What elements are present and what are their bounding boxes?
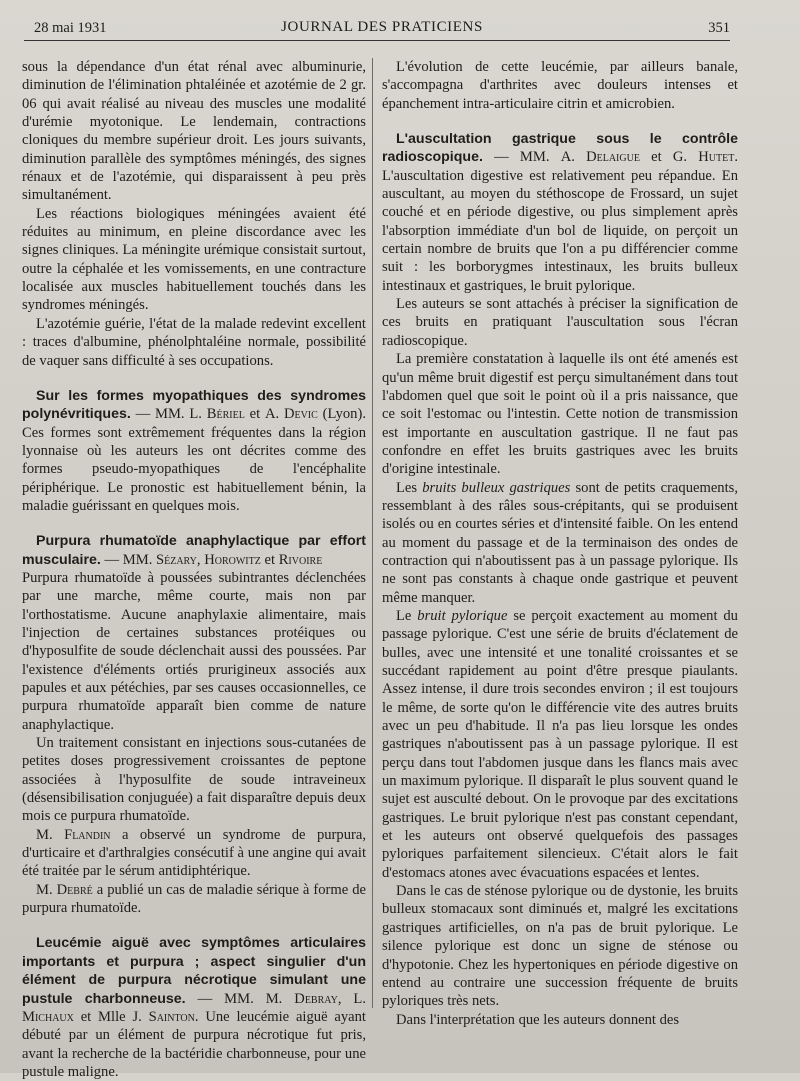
paragraph: Les réactions biologiques méningées avaient été réduites au minimum, en pleine discordance avec les signes cliniques. La méningite urémique consistait surtout, outre la céphalée et les vomissements, en une contracture localisée aux muscles habituellement touchés dans les syndromes méningés. xyxy=(22,205,366,314)
paragraph: La première constatation à laquelle ils ont été amenés est qu'un même bruit digestif est perçu simultanément dans tout l'abdomen quel que soit le point où il a pris naissance, que ce soit l'estomac ou l'intestin. Cette notion de transmission est importante en auscultation gastrique. Il ne faut pas confondre en effet les bruits gastriques avec les bruits d'origine intestinale. xyxy=(382,351,738,478)
paragraph: Un traitement consistant en injections sous-cutanées de petites doses progressivement croissantes de peptone associées à l'hyposulfite de soude intraveineux (désensibilisation conjuguée) a fait disparaître depuis deux mois ce purpura rhumatoïde. xyxy=(22,735,366,825)
separator: , xyxy=(196,551,205,568)
dash-text: — MM. xyxy=(130,406,190,423)
section-title: Purpura rhumatoïde anaphylactique par effort musculaire. xyxy=(22,533,366,568)
dash-text: — MM. xyxy=(482,149,561,166)
dash-text: — MM. xyxy=(185,990,266,1007)
author-name: Flandin xyxy=(64,826,111,843)
author-name: G. Hutet xyxy=(672,149,735,166)
italic-term: bruits bulleux gastriques xyxy=(422,479,571,496)
paragraph-body: sont de petits craquements, ressemblant à des râles sous-crépitants, qui se produisent isolés ou en courtes séries et d'intensité faible. On les entend au moment du passage et de la terminaison des ondes de contraction qui n'aboutissent pas à un passage pylorique. Ils ne sont pas constants à chaque onde gastrique et peuvent même manquer. xyxy=(382,479,738,606)
paragraph xyxy=(22,826,366,881)
section-body: Ces formes sont extrêmement fréquentes dans la région lyonnaise où les auteurs les ont décrites comme des formes pseudo-myopathiques de l'encéphalite périphérique. Le pronostic est habituellement bénin, la maladie guérissant en quelques mois. xyxy=(22,424,366,514)
paragraph: Purpura rhumatoïde à poussées subintrantes déclenchées par une marche, même courte, mais non par l'orthostatisme. Aucune anaphylaxie alimentaire, mais l'injection de certaines substances protéiques ou d'hyposulfite de soude déclenchait aussi des poussées. Par l'existence d'éléments ortiés prurigineux associés aux papules et aux pétéchies, par ses causes occasionnelles, ce purpura rhumatoïde apparaît bien comme de nature anaphylactique. xyxy=(22,569,366,733)
author-name: Horowitz xyxy=(204,551,261,568)
section-leucemie xyxy=(22,934,366,1081)
author-name: L. Bériel xyxy=(189,406,245,423)
section-body: . L'auscultation digestive est relativement peu répandue. En auscultant, au moyen du stéthoscope de Frossard, un sujet couché et en période digestive, ou plus simplement après l'absorption immédiate d'un bol de liquide, on perçoit un certain nombre de bruits que l'on a pu différencier comme suit : les borborygmes intestinaux, les bruits bulleux intestinaux et gastriques, le bruit pylorique. xyxy=(382,149,738,294)
section-purpura xyxy=(22,532,366,569)
dash-text: — MM. xyxy=(100,551,156,568)
author-name: Rivoire xyxy=(278,551,323,568)
header-date: 28 mai 1931 xyxy=(34,20,107,36)
location-text: (Lyon). xyxy=(317,406,366,423)
author-name: A. Delaigue xyxy=(560,149,640,166)
paragraph xyxy=(382,607,738,882)
section-auscultation xyxy=(382,130,738,295)
right-column xyxy=(382,58,738,1029)
section-title: Leucémie aiguë avec symptômes articulaires importants et purpura ; aspect singulier d'un élément de purpura nécrotique simulant une pustule charbonneuse. xyxy=(22,935,366,1007)
journal-title: JOURNAL DES PRATICIENS xyxy=(281,19,483,35)
paragraph: L'azotémie guérie, l'état de la malade redevint excellent : traces d'albumine, phénolphtaléine normale, possibilité de vaquer sans difficulté à ses occupations. xyxy=(22,315,366,369)
paragraph xyxy=(22,881,366,918)
conjunction: et xyxy=(639,149,673,166)
paragraph-body: a publié un cas de maladie sérique à forme de purpura rhumatoïde. xyxy=(22,881,366,917)
section-title: Sur les formes myopathiques des syndromes polynévritiques. xyxy=(22,387,366,423)
column-divider xyxy=(372,58,373,1008)
left-column xyxy=(22,58,366,1081)
conjunction: et xyxy=(244,406,265,423)
section-myopathiques xyxy=(22,387,366,515)
conjunction: et Mlle xyxy=(73,1008,133,1025)
paragraph: Les auteurs se sont attachés à préciser la signification de ces bruits en pratiquant l'auscultation sous l'écran radioscopique. xyxy=(382,296,738,349)
header-rule xyxy=(24,40,730,41)
prefix: M. xyxy=(36,881,57,898)
author-name: L. Michaux xyxy=(22,990,366,1025)
section-body: . Une leucémie aiguë ayant débuté par un élément de purpura nécrotique fut pris, avant la recherche de la bactéridie charbonneuse, pour une pustule maligne. xyxy=(22,1008,366,1080)
author-name: J. Sainton xyxy=(132,1008,195,1025)
prefix: M. xyxy=(36,826,65,843)
paragraph: Dans l'interprétation que les auteurs donnent des xyxy=(396,1011,680,1028)
section-title: L'auscultation gastrique sous le contrôle radioscopique. xyxy=(382,131,738,166)
conjunction: et xyxy=(260,551,279,568)
paragraph: L'évolution de cette leucémie, par ailleurs banale, s'accompagna d'arthrites avec douleurs intenses et épanchement intra-articulaire citrin et amicrobien. xyxy=(382,59,738,112)
paragraph: Dans le cas de sténose pylorique ou de dystonie, les bruits bulleux stomacaux sont diminués et, malgré les excitations gastriques artificielles, on n'a pas de bruit pylorique. Le silence pylorique est donc un signe de sténose ou d'hypotonie. Chez les hypertoniques en période digestive on entend au contraire une succession fréquente de bruits pyloriques très nets. xyxy=(382,883,738,1010)
prefix: Le xyxy=(396,607,418,624)
author-name: M. Debray xyxy=(265,990,338,1007)
page-header xyxy=(34,18,730,40)
paragraph xyxy=(382,479,738,607)
separator: , xyxy=(337,990,354,1007)
author-name: Sézary xyxy=(156,551,197,568)
author-name: Debré xyxy=(56,881,93,898)
italic-term: bruit pylorique xyxy=(417,607,508,624)
paragraph-body: a observé un syndrome de purpura, d'urticaire et d'arthralgies consécutif à une angine qui avait été traitée par le sérum antidiphtérique. xyxy=(22,826,366,880)
paragraph: sous la dépendance d'un état rénal avec albuminurie, diminution de l'élimination phtaléinée et azotémie de 2 gr. 06 qui avait réalisé au niveau des muscles une modalité d'urémie myotonique. Le lendemain, contractions cloniques du membre supérieur droit. Les jours suivants, diminution parallèle des symptômes méningés, des signes rénaux et de l'azotémie, qui disparaissent à peu près simultanément. xyxy=(22,59,366,204)
prefix: Les xyxy=(396,479,423,496)
author-name: A. Devic xyxy=(264,406,318,423)
paragraph-body: se perçoit exactement au moment du passage pylorique. C'est une série de bruits d'éclatement de bulles, avec une intensité et une tonalité croissantes et se succédant rapidement au point d'être presque piaulants. Assez intense, il dure trois secondes environ ; il est toujours le même, de sorte qu'on le différencie vite des autres bruits avec un peu d'habitude. Il n'a pas lieu lorsque les ondes gastriques n'aboutissent pas à un passage pylorique. Il est perçu dans tout l'abdomen jusque dans les flancs mais avec un maximum pylorique. Il disparaît le plus souvent quand le sujet est ausculté debout. On le provoque par des excitations gastriques. Le bruit pylorique n'est pas constant cependant, et les auteurs ont observé quelquefois des passages pyloriques parfaitement silencieux. C'était alors le fait d'estomacs atones avec évacuations espacées et lentes. xyxy=(382,607,738,881)
page-number: 351 xyxy=(708,20,730,36)
